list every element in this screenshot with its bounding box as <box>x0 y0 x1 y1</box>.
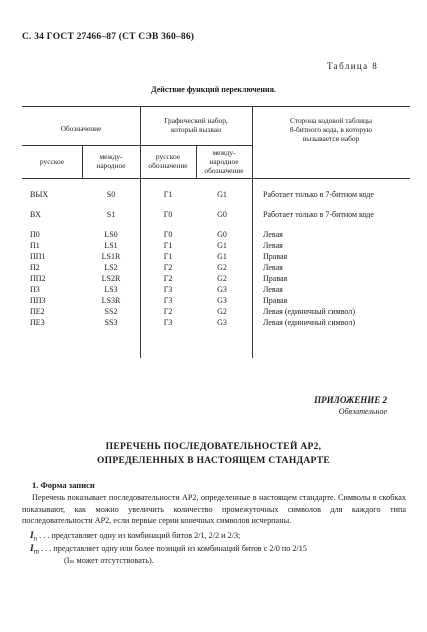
cell-g-int: G2 <box>217 307 227 316</box>
cell-g-ru: Г1 <box>163 252 173 261</box>
cell-g-ru: Г1 <box>163 241 173 250</box>
cell-g-ru: Г3 <box>163 285 173 294</box>
section-title-line2: ОПРЕДЕЛЕННЫХ В НАСТОЯЩЕМ СТАНДАРТЕ <box>96 456 331 466</box>
cell-side: Правая <box>263 296 288 305</box>
cell-side: Левая (единичный символ) <box>263 318 355 327</box>
appendix-subtitle: Обязательное <box>338 407 387 416</box>
table-subhead-rule <box>22 145 252 146</box>
cell-g-ru: Г2 <box>163 274 173 283</box>
cell-int: LS1 <box>104 241 118 250</box>
cell-int: LS1R <box>101 252 121 261</box>
cell-g-int: G1 <box>217 252 227 261</box>
cell-ru: ПП3 <box>30 296 46 305</box>
cell-g-ru: Г3 <box>163 318 173 327</box>
cell-g-int: G3 <box>217 285 227 294</box>
cell-side: Левая (единичный символ) <box>263 307 355 316</box>
cell-side: Работает только в 7-битном коде <box>263 210 374 219</box>
table-col-divider <box>252 106 253 358</box>
th-international: между- народное <box>96 152 126 170</box>
cell-ru: ВХ <box>30 210 41 219</box>
page-header: С. 34 ГОСТ 27466–87 (СТ СЭВ 360–86) <box>22 32 195 42</box>
cell-int: S0 <box>106 190 116 199</box>
th-g-russian: русское обозначение <box>148 152 188 170</box>
th-graphic-set: Графический набор, который вызван <box>164 116 228 134</box>
cell-ru: П2 <box>30 263 40 272</box>
appendix-title: ПРИЛОЖЕНИЕ 2 <box>314 395 387 405</box>
cell-g-ru: Г3 <box>163 296 173 305</box>
definition-note: (Iₘ может отсутствовать). <box>64 556 154 565</box>
cell-side: Правая <box>263 252 288 261</box>
subsection-heading: 1. Форма записи <box>32 480 95 490</box>
table-col-divider <box>140 106 141 358</box>
table-caption: Действие функций переключения. <box>151 85 276 94</box>
th-code-side: Сторона кодовой таблицы 8-битного кода, в которую вызывается набор <box>289 116 373 143</box>
cell-int: LS2 <box>104 263 118 272</box>
cell-g-int: G0 <box>217 210 227 219</box>
symbol-subscript: n <box>33 535 38 543</box>
cell-side: Правая <box>263 274 288 283</box>
cell-g-int: G2 <box>217 263 227 272</box>
th-designation: Обозначение <box>60 124 102 133</box>
cell-side: Работает только в 7-битном коде <box>263 190 374 199</box>
table-top-rule <box>22 106 410 107</box>
cell-int: LS2R <box>101 274 121 283</box>
cell-int: LS3 <box>104 285 118 294</box>
cell-side: Левая <box>263 285 283 294</box>
cell-ru: ПП1 <box>30 252 46 261</box>
cell-ru: П0 <box>30 230 40 239</box>
cell-ru: П3 <box>30 285 40 294</box>
body-paragraph: Перечень показывает последовательности АР2, определенные в настоящем стандарте. Символы в скобках показывают, как можно увеличить количество промежуточных символов для каждого типа последовательности АР2, если первые серии конечных символов исчерпаны. <box>22 493 406 526</box>
cell-int: SS2 <box>104 307 118 316</box>
cell-int: LS3R <box>101 296 121 305</box>
symbol-i: I <box>30 531 34 541</box>
cell-ru: ПЕ3 <box>30 318 45 327</box>
cell-g-int: G2 <box>217 274 227 283</box>
cell-ru: ПП2 <box>30 274 46 283</box>
cell-g-ru: Г0 <box>163 210 173 219</box>
definition-text: . . . представляет одну из комбинаций битов 2/1, 2/2 и 2/3; <box>39 531 241 540</box>
table-label: Таблица 8 <box>327 61 379 71</box>
th-russian: русское <box>39 157 65 166</box>
symbol-subscript: m <box>33 548 40 556</box>
cell-int: SS3 <box>104 318 118 327</box>
table-head-rule <box>22 178 410 179</box>
cell-g-int: G1 <box>217 190 227 199</box>
cell-int: LS0 <box>104 230 118 239</box>
cell-int: S1 <box>106 210 116 219</box>
cell-ru: ВЫХ <box>30 190 49 199</box>
cell-g-ru: Г0 <box>163 230 173 239</box>
cell-g-int: G0 <box>217 230 227 239</box>
cell-g-int: G3 <box>217 296 227 305</box>
cell-ru: П1 <box>30 241 40 250</box>
th-g-international: между- народное обозначение <box>204 148 244 175</box>
cell-g-int: G1 <box>217 241 227 250</box>
definition-text: . . . представляет одну или более позиций из комбинаций битов с 2/0 по 2/15 <box>41 544 307 553</box>
cell-ru: ПЕ2 <box>30 307 45 316</box>
cell-g-ru: Г2 <box>163 263 173 272</box>
cell-g-ru: Г2 <box>163 307 173 316</box>
section-title-line1: ПЕРЕЧЕНЬ ПОСЛЕДОВАТЕЛЬНОСТЕЙ АР2, <box>105 442 322 452</box>
cell-side: Левая <box>263 241 283 250</box>
cell-g-int: G3 <box>217 318 227 327</box>
cell-side: Левая <box>263 230 283 239</box>
cell-g-ru: Г1 <box>163 190 173 199</box>
symbol-i: I <box>30 544 34 554</box>
cell-side: Левая <box>263 263 283 272</box>
